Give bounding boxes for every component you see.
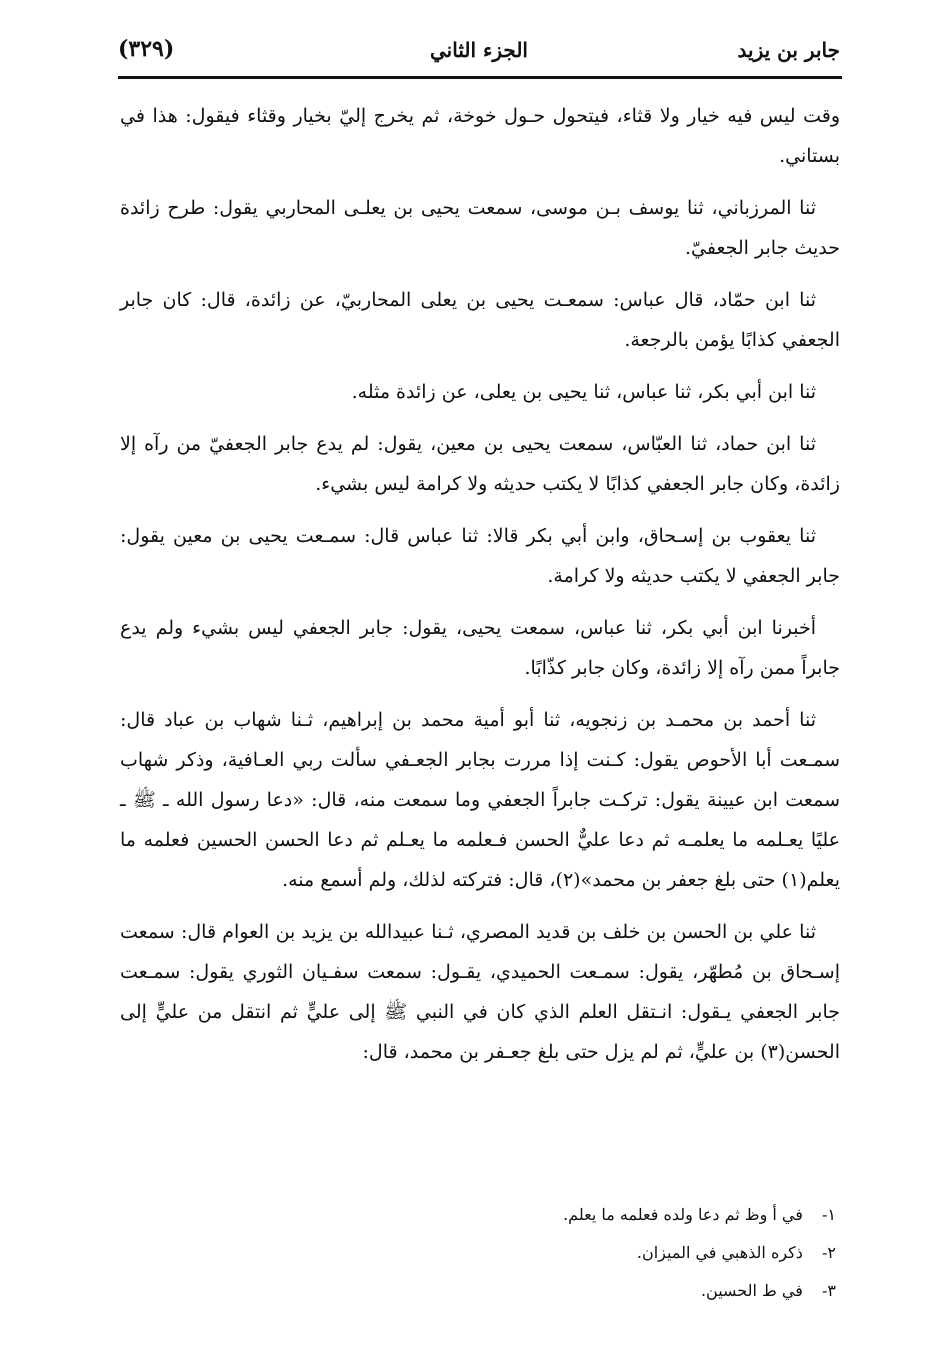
- main-text: [120, 96, 840, 1084]
- paragraph: أخبرنا ابن أبي بكر، ثنا عباس، سمعت يحيى، يقول: جابر الجعفي ليس بشيء ولم يدع جابراً ممن رآه إلا زائدة، وكان جابر كذّابًا.: [120, 617, 840, 679]
- footnote-number: ٣-: [822, 1281, 836, 1300]
- paragraph: ثنا يعقوب بن إسـحاق، وابن أبي بكر قالا: ثنا عباس قال: سمـعت يحيى بن معين يقول: جابر الجعفي لا يكتب حديثه ولا كرامة.: [120, 525, 840, 587]
- footnote-text: ذكره الذهبي في الميزان.: [636, 1243, 803, 1262]
- paragraph: ثنا ابن أبي بكر، ثنا عباس، ثنا يحيى بن يعلى، عن زائدة مثله.: [351, 381, 816, 403]
- footnote: [120, 1234, 838, 1272]
- paragraph: وقت ليس فيه خيار ولا قثاء، فيتحول حـول خوخة، ثم يخرج إليّ بخيار وقثاء فيقول: هذا في بستاني.: [120, 105, 840, 167]
- book-title: جابر بن يزيد: [737, 38, 840, 62]
- footnotes: [120, 1196, 838, 1310]
- paragraph: ثنا المرزباني، ثنا يوسف بـن موسى، سمعت يحيى بن يعلـى المحاربي يقول: طرح زائدة حديث جابر الجعفيّ.: [120, 197, 840, 259]
- paragraph: ثنا علي بن الحسن بن خلف بن قديد المصري، ثـنا عبيدالله بن يزيد بن العوام قال: سمعت إسـحاق بن مُطهّر، يقول: سمـعت الحميدي، يقـول: سمعت سفـيان الثوري يقول: سمـعت جابر الجعفي يـقول: انـتقل العلم الذي كان في النبي ﷺ إلى عليٍّ ثم انتقل من عليٍّ إلى الحسن(٣) بن عليٍّ، ثم لم يزل حتى بلغ جعـفر بن محمد، قال:: [120, 921, 840, 1063]
- footnote: [120, 1272, 838, 1310]
- footnote-text: في أ وظ ثم دعا ولده فعلمه ما يعلم.: [563, 1205, 803, 1224]
- header-divider: [118, 76, 842, 79]
- part-title: الجزء الثاني: [430, 38, 528, 62]
- footnote-text: في ط الحسين.: [700, 1281, 803, 1300]
- footnote-number: ٢-: [822, 1243, 836, 1262]
- paragraph: ثنا أحمد بن محمـد بن زنجويه، ثنا أبو أمية محمد بن إبراهيم، ثـنا شهاب بن عباد قال: سمـعت أبا الأحوص يقول: كـنت إذا مررت بجابر الجعـفي سألت ربي العـافية، وذكر شهاب سمعت ابن عيينة يقول: تركـت جابراً الجعفي وما سمعت منه، قال: «دعا رسول الله ـ ﷺ ـ عليًا يعـلمه ما يعلمـه ثم دعا عليٌّ الحسن فـعلمه ما يعـلم ثم دعا الحسن الحسين فعلمه ما يعلم(١) حتى بلغ جعفر بن محمد»(٢)، قال: فتركته لذلك، ولم أسمع منه.: [120, 709, 840, 891]
- footnote-number: ١-: [822, 1205, 836, 1224]
- paragraph: ثنا ابن حماد، ثنا العبّاس، سمعت يحيى بن معين، يقول: لم يدع جابر الجعفيّ من رآه إلا زائدة، وكان جابر الجعفي كذابًا لا يكتب حديثه ولا كرامة ليس بشيء.: [120, 433, 840, 495]
- page-header: [118, 30, 840, 74]
- paragraph: ثنا ابن حمّاد، قال عباس: سمعـت يحيى بن يعلى المحاربيّ، عن زائدة، قال: كان جابر الجعفي كذابًا يؤمن بالرجعة.: [120, 289, 840, 351]
- page-number: (٣٢٩): [118, 36, 175, 62]
- footnote: [120, 1196, 838, 1234]
